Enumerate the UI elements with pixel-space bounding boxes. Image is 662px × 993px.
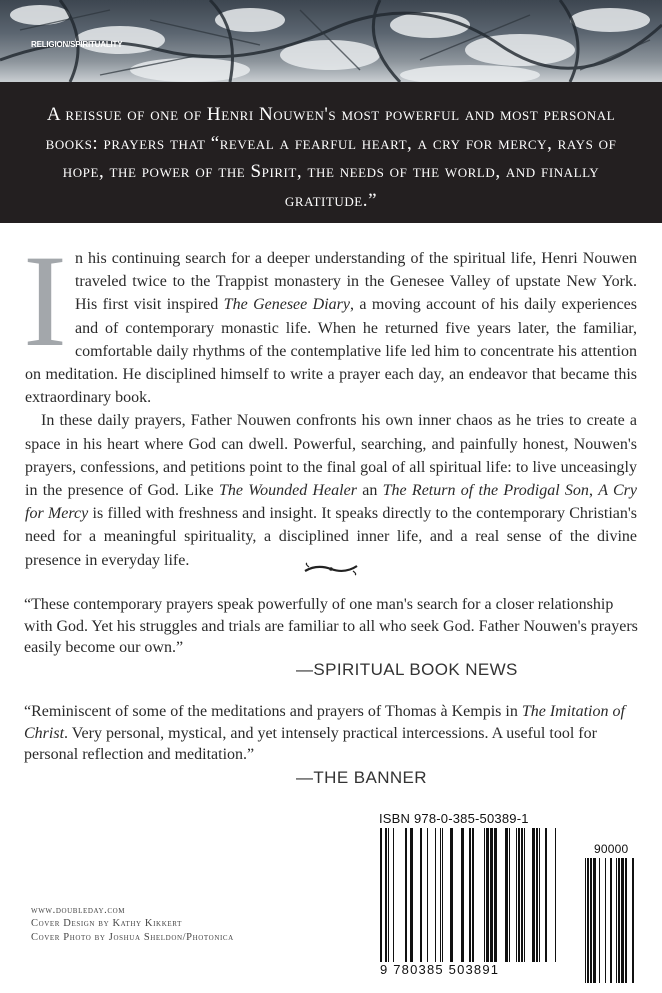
review-source-2: —THE BANNER	[296, 768, 427, 787]
cover-photo	[0, 0, 662, 82]
prodigal-son-title: The Return of the Prodigal Son	[382, 482, 589, 500]
review-quote-1: “These contemporary prayers speak powerfully of one man's search for a closer relationship with God. Yet his struggles and trials are familiar to all who seek God. Father Nouwen's prayers easily become our own.”	[24, 596, 638, 656]
review2-text-b: . Very personal, mystical, and yet intensely practical intercessions. A useful tool for personal reflection and meditation.”	[24, 724, 597, 763]
para2-text-c: ,	[588, 482, 599, 500]
para1-text-a: n his continuing search for a deeper understanding of the spiritual life, Henri Nouwen traveled twice to the Trappist monastery in the Genesee Valley of upstate New York. His first visit inspired	[74, 250, 637, 314]
genesee-diary-title: The Genesee Diary	[223, 296, 350, 314]
para2-text-d: is filled with freshness and insight. It speaks directly to the contemporary Christian's need for a meaningful spirituality, a disciplined inner life, and a real sense of the divine presence in everyday life.	[25, 505, 638, 569]
isbn-number: ISBN 978-0-385-50389-1	[379, 811, 529, 826]
description-paragraph-2	[25, 409, 637, 571]
review-source-1: —SPIRITUAL BOOK NEWS	[296, 660, 518, 679]
publisher-website: www.doubleday.com	[31, 905, 126, 916]
isbn-barcode	[377, 812, 638, 983]
para2-text-a: In these daily prayers, Father Nouwen confronts his own inner chaos as he tries to create a space in his heart where God can dwell. Powerful, searching, and painfully honest, Nouwen's prayers, confessions, and petitions point to the final goal of all spiritual life: to live unceasingly in the presence of God. Like	[25, 412, 637, 500]
review2-text-a: “Reminiscent of some of the meditations and prayers of Thomas à Kempis in	[24, 703, 522, 720]
category-label: RELIGION/SPIRITUALITY	[31, 40, 123, 49]
cry-for-mercy-title: A Cry for Mercy	[25, 482, 638, 523]
barcode-digits: 9 780385 503891	[380, 962, 500, 977]
para1-text-b: , a moving account of his daily experiences and of contemporary monastic life. When he returned five years later, the familiar, comfortable daily rhythms of the contemplative life led him to concentrate his attention on meditation. He disciplined himself to write a prayer each day, an endeavor that became this extraordinary book.	[25, 296, 638, 407]
blurb-text: A reissue of one of Henri Nouwen's most powerful and most personal books: prayers that “reveal a fearful heart, a cry for mercy, rays of hope, the power of the Spirit, the needs of the world, and finally gratitude.”	[45, 104, 617, 211]
description-paragraph-1	[23, 227, 638, 409]
imitation-of-christ-title: The Imitation of Christ	[24, 703, 625, 742]
cover-design-credit: Cover Design by Kathy Kikkert	[31, 918, 182, 930]
para2-text-b: an	[356, 482, 383, 500]
flourish-ornament-icon	[303, 562, 359, 576]
description	[23, 227, 638, 572]
drop-cap: I	[23, 227, 67, 374]
wounded-healer-title: The Wounded Healer	[218, 482, 357, 500]
cover-photo-credit: Cover Photo by Joshua Sheldon/Photonica	[31, 931, 234, 943]
review-quote-2	[24, 701, 638, 766]
credits	[31, 904, 234, 944]
price-code: 90000	[594, 842, 629, 856]
